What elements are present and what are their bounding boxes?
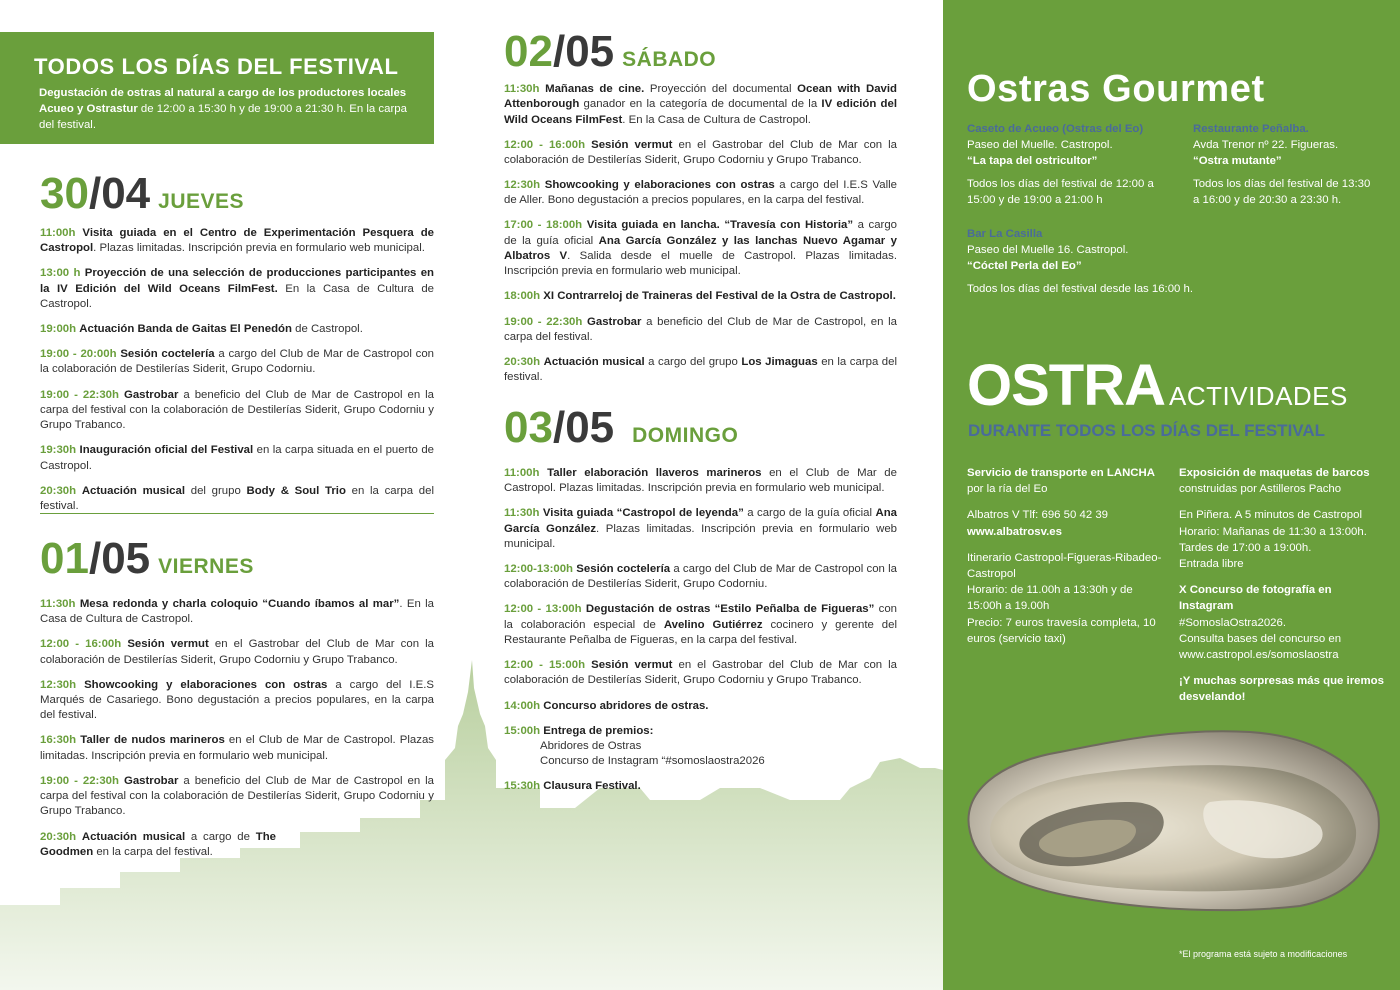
day-heading: 30/04 JUEVES [40, 169, 245, 218]
event-item: 16:30h Taller de nudos marineros en el Club de Mar de Castropol. Plazas limitadas. Inscripción previa en formulario web municipal. [40, 734, 434, 762]
event-list [40, 597, 434, 870]
event-item: 20:30h Actuación musical del grupo Body & Soul Trio en la carpa del festival. [40, 484, 435, 512]
gourmet-restaurant: Restaurante Peñalba. Avda Trenor nº 22. Figueras. “Ostra mutante” Todos los días del festival de 13:30 a 16:00 y de 20:30 a 23:30 h. [1193, 123, 1371, 206]
event-item: 15:30h Clausura Festival. [504, 780, 641, 793]
event-item: 13:00 h Proyección de una selección de producciones participantes en la IV Edición del Wild Oceans FilmFest. En la Casa de Cultura de Castropol. [40, 267, 434, 310]
ostra-actividades-heading: OSTRA ACTIVIDADES [967, 353, 1348, 418]
event-item: 18:00h XI Contrarreloj de Traineras del Festival de la Ostra de Castropol. [504, 290, 896, 303]
event-item: 19:30h Inauguración oficial del Festival en la carpa situada en el puerto de Castropol. [40, 444, 434, 472]
section-divider [40, 513, 434, 514]
event-item: 12:30h Showcooking y elaboraciones con ostras a cargo del I.E.S Marqués de Casariego. Bono degustación a precios populares, en la carpa del festival. [40, 678, 434, 722]
program-footnote: *El programa está sujeto a modificaciones [1179, 949, 1348, 959]
event-item: 12:00 - 16:00h Sesión vermut en el Gastrobar del Club de Mar con la colaboración de Destilerías Siderit, Grupo Codorniu y Grupo Trabanco. [504, 138, 898, 166]
gourmet-restaurant: Caseto de Acueo (Ostras del Eo) Paseo del Muelle. Castropol. “La tapa del ostricultor” Todos los días del festival de 12:00 a 15:00 y de 19:00 a 21:00 h [967, 123, 1154, 206]
day-heading: 03/05 DOMINGO [504, 403, 739, 452]
oyster-photo [960, 722, 1386, 914]
event-list [504, 466, 897, 804]
event-item: 19:00 - 22:30h Gastrobar a beneficio del Club de Mar de Castropol en la carpa del festival con la colaboración de Destilerías Siderit, Grupo Codorniu y Grupo Trabanco. [40, 388, 434, 432]
event-item: 19:00 - 22:30h Gastrobar a beneficio del Club de Mar de Castropol, en la carpa del festival. [504, 315, 897, 343]
event-item: 19:00h Actuación Banda de Gaitas El Penedón de Castropol. [40, 323, 363, 336]
event-item: 20:30h Actuación musical a cargo de The Goodmen en la carpa del festival. [40, 830, 276, 858]
activity-maquetas: Exposición de maquetas de barcos construidas por Astilleros Pacho En Piñera. A 5 minutos de Castropol Horario: Mañanas de 11:30 a 13:00h. Tardes de 17:00 a 19:00h. Entrada libre X Concurso de fotografía en Instagram #SomoslaOstra2026. Consulta bases del concurso en www.castropol.es/somoslaostra ¡Y muchas sorpresas más que iremos desvelando! [1179, 467, 1384, 704]
event-list [504, 82, 897, 395]
event-item: 11:30h Mañanas de cine. Proyección del documental Ocean with David Attenborough ganador en la categoría de documental de la IV edición del Wild Oceans FilmFest. En la Casa de Cultura de Castropol. [504, 83, 897, 126]
gourmet-restaurant: Bar La Casilla Paseo del Muelle 16. Castropol. “Cóctel Perla del Eo” Todos los días del festival desde las 16:00 h. [967, 228, 1194, 295]
event-item: 12:00 - 15:00h Sesión vermut en el Gastrobar del Club de Mar con la colaboración de Destilerías Siderit, Grupo Codorniu y Grupo Trabanco. [504, 659, 898, 687]
event-item: 15:00h Entrega de premios: Abridores de Ostras Concurso de Instagram “#somoslaostra2026 [504, 724, 765, 768]
event-item: 12:00 - 16:00h Sesión vermut en el Gastrobar del Club de Mar con la colaboración de Destilerías Siderit, Grupo Codorniu y Grupo Trabanco. [40, 638, 434, 666]
event-item: 14:00h Concurso abridores de ostras. [504, 699, 709, 712]
event-item: 19:00 - 20:00h Sesión coctelería a cargo del Club de Mar de Castropol con la colaboración de Destilerías Siderit, Grupo Codorniu. [40, 348, 434, 376]
event-list [40, 226, 434, 524]
event-item: 17:00 - 18:00h Visita guiada en lancha. “Travesía con Historia” a cargo de la guía oficial Ana García González y las lanchas Nuevo Agamar y Albatros V. Salida desde el muelle de Castropol. Plazas limitadas. Inscripción previa en formulario web municipal. [504, 219, 898, 278]
event-item: 12:00-13:00h Sesión coctelería a cargo del Club de Mar de Castropol con la colaboración de Destilerías Siderit, Grupo Codorniu. [504, 563, 898, 591]
event-item: 19:00 - 22:30h Gastrobar a beneficio del Club de Mar de Castropol en la carpa del festival con la colaboración de Destilerías Siderit, Grupo Codorniu y Grupo Trabanco. [40, 774, 434, 818]
all-days-banner [0, 32, 434, 144]
event-item: 12:30h Showcooking y elaboraciones con ostras a cargo del I.E.S Valle de Aller. Bono degustación a precios populares, en la carpa del festival. [504, 179, 898, 207]
event-item: 11:00h Taller elaboración llaveros marineros en el Club de Mar de Castropol. Plazas limitadas. Inscripción previa en formulario web municipal. [504, 467, 897, 495]
event-item: 20:30h Actuación musical a cargo del grupo Los Jimaguas en la carpa del festival. [504, 355, 897, 384]
event-item: 11:30h Mesa redonda y charla coloquio “Cuando íbamos al mar”. En la Casa de Cultura de Castropol. [40, 598, 434, 626]
banner-description: Degustación de ostras al natural a cargo de los productores locales Acueo y Ostrastur de 12:00 a 15:30 h y de 19:00 a 21:30 h. En la carpa del festival. [39, 87, 407, 131]
event-item: 12:00 - 13:00h Degustación de ostras “Estilo Peñalba de Figueras” con la colaboración especial de Avelino Gutiérrez cocinero y gerente del Restaurante Peñalba de Figueras, en la carpa del festival. [504, 603, 897, 647]
activities-subtitle: DURANTE TODOS LOS DÍAS DEL FESTIVAL [968, 421, 1326, 440]
day-heading: 02/05 SÁBADO [504, 27, 717, 76]
banner-title: TODOS LOS DÍAS DEL FESTIVAL [34, 54, 399, 79]
event-item: 11:30h Visita guiada “Castropol de leyenda” a cargo de la guía oficial Ana García González. Plazas limitadas. Inscripción previa en formulario web municipal. [504, 507, 897, 550]
event-item: 11:00h Visita guiada en el Centro de Experimentación Pesquera de Castropol. Plazas limitadas. Inscripción previa en formulario web municipal. [40, 227, 434, 255]
day-heading: 01/05 VIERNES [40, 534, 254, 583]
activity-lancha: Servicio de transporte en LANCHA por la ría del Eo Albatros V Tlf: 696 50 42 39 www.albatrosv.es Itinerario Castropol-Figueras-Ribadeo-Castropol Horario: de 11.00h a 13:30h y de 15:00h a 19.00h Precio: 7 euros travesía completa, 10 euros (servicio taxi) [967, 467, 1162, 645]
ostras-gourmet-title: Ostras Gourmet [967, 68, 1265, 110]
